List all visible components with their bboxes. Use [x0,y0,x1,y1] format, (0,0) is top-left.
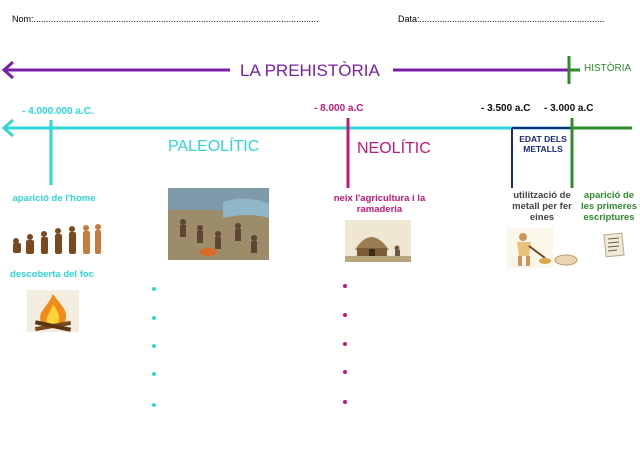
date-4000000: - 4.000.000 a.C. [22,106,94,117]
period-paleolithic: PALEOLÍTIC [168,138,260,155]
writing-tablet-image [603,232,627,258]
bullet-paleolithic-4 [152,372,156,376]
event-writing: aparició de les primeres escriptures [581,190,637,223]
bullet-paleolithic-5 [152,403,156,407]
fire-image [27,290,79,332]
date-3500: - 3.500 a.C [481,103,531,114]
name-label: Nom: [12,14,34,24]
paleolithic-scene-image [168,188,269,260]
history-title: HISTÒRIA [584,63,632,74]
date-3000: - 3.000 a.C [544,103,594,114]
bullet-paleolithic-2 [152,316,156,320]
date-8000: - 8.000 a.C [314,103,364,114]
bullet-neolithic-5 [343,400,347,404]
event-human: aparició de l'home [12,193,96,204]
date-field[interactable]: Data:.......................................................................... [398,14,605,24]
bullet-paleolithic-3 [152,344,156,348]
name-field[interactable]: Nom:.................................................................................................................. [12,14,319,24]
period-metals: EDAT DELS METALLS [519,134,567,154]
event-metal: utilització de metall per fer eines [512,190,572,223]
metalworker-image [507,228,553,268]
evolution-image [10,223,102,258]
metal-pot-image [553,248,579,266]
date-label: Data: [398,14,420,24]
bullet-neolithic-4 [343,370,347,374]
bullet-paleolithic-1 [152,287,156,291]
prehistory-title: LA PREHISTÒRIA [240,61,380,80]
event-fire: descoberta del foc [10,269,94,280]
event-agriculture: neix l'agricultura i la ramaderia [333,193,426,215]
bullet-neolithic-1 [343,284,347,288]
bullet-neolithic-3 [343,342,347,346]
neolithic-hut-image [345,220,411,262]
period-neolithic: NEOLÍTIC [357,140,431,157]
bullet-neolithic-2 [343,313,347,317]
